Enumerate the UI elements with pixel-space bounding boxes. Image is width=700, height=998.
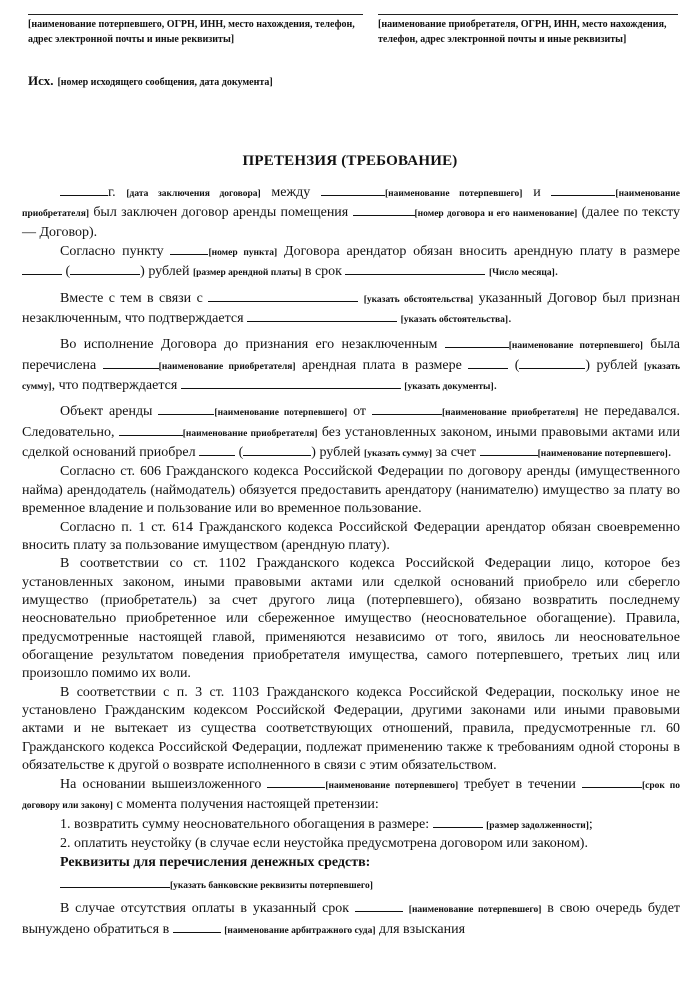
note: [наименование потерпевшего] (508, 341, 643, 352)
paragraph-article-1103: В соответствии с п. 3 ст. 1103 Гражданского кодекса Российской Федерации, поскольку иное не установлено Гражданским кодексом Российской Федерации, другими законами или иными правовыми актами и не вытекает из существа соответствующих отношений, правила, предусмотренные гл. 60 Гражданского кодекса Российской Федерации, подлежат применению также к требованиям одной стороны в обязательстве к другой о возврате исполненного в связи с этим обязательством. (22, 684, 680, 773)
text: . (508, 311, 512, 327)
paragraph-circumstances (22, 289, 680, 330)
note: [наименование приобретателя] (158, 361, 296, 372)
text: . (493, 378, 498, 394)
note: [номер договора и его наименование] (414, 209, 578, 220)
text: не передавался. Следовательно, (22, 404, 681, 440)
demand-item-2: 2. оплатить неустойку (в случае если неустойка предусмотрена договором или законом). (60, 836, 588, 852)
note: [наименование потерпевшего] (325, 781, 459, 792)
note: [размер арендной платы] (192, 268, 302, 279)
header-left-line (28, 14, 363, 15)
outgoing-reference (28, 72, 273, 90)
note: [наименование приобретателя] (441, 408, 579, 419)
note: [наименование приобретателя] (22, 189, 680, 220)
note: [указать документы] (404, 382, 494, 393)
note: [указать сумму] (22, 361, 681, 393)
note: [наименование потерпевшего] (214, 408, 348, 419)
blank (208, 289, 358, 302)
text: На основании вышеизложенного (60, 777, 262, 793)
text: Во исполнение Договора до признания его незаключенным (60, 337, 438, 353)
blank (468, 356, 508, 369)
text: ( (238, 445, 244, 461)
blank (247, 309, 397, 322)
text: от (353, 404, 367, 420)
paragraph-article-606: Согласно ст. 606 Гражданского кодекса Российской Федерации по договору аренды (имущественного найма) арендодатель (наймодатель) обязуется предоставить арендатору (нанимателю) имущество за плату во временное владение и пользование или во временное пользование. (22, 464, 680, 517)
text: , что подтверждается (51, 378, 178, 394)
text: был заключен договор аренды помещения (93, 205, 349, 221)
blank (480, 443, 538, 456)
blank (445, 335, 509, 348)
note: [указать банковские реквизиты потерпевшего] (170, 881, 373, 892)
paragraph-object (22, 402, 680, 463)
text: 1. возвратить сумму неосновательного обогащения в размере: (60, 817, 430, 832)
blank (60, 875, 170, 888)
blank (181, 376, 401, 389)
note: [наименование потерпевшего] (408, 905, 542, 916)
note: [указать обстоятельства] (363, 294, 474, 305)
text: арендная плата в размере (302, 357, 462, 373)
text: ( (65, 264, 71, 280)
paragraph-article-614: Согласно п. 1 ст. 614 Гражданского кодекса Российской Федерации арендатор обязан своевременно вносить плату за пользование имуществом (арендную плату). (22, 519, 680, 553)
text: требует в течении (464, 777, 576, 793)
paragraph-article-1102: В соответствии со ст. 1102 Гражданского кодекса Российской Федерации лицо, которое без установленных законом, иными правовыми актами или сделкой оснований приобрело или сберегло имущество (приобретатель) за счет другого лица (потерпевшего), обязано возвратить последнему неосновательно приобретенное или сбереженное имущество (неосновательное обогащение). Правила, предусмотренные настоящей главой, применяются независимо от того, явилось ли неосновательное обогащение результатом поведения приобретателя имущества, самого потерпевшего, третьих лиц или произошло помимо их воли. (22, 556, 680, 682)
note: [размер задолженности] (486, 821, 589, 831)
text: ) рублей (311, 445, 361, 461)
text: г. (108, 185, 116, 200)
paragraph-demand (22, 775, 680, 815)
blank (519, 356, 585, 369)
demand-item-1 (22, 815, 680, 835)
text: указанный Договор был признан незаключенным, что подтверждается (22, 290, 681, 327)
blank (321, 183, 385, 196)
text: с момента получения настоящей претензии: (116, 796, 379, 812)
blank (345, 262, 485, 275)
blank (243, 443, 311, 456)
document-body (22, 183, 680, 940)
note: [наименование арбитражного суда] (224, 925, 376, 936)
blank (170, 242, 208, 255)
text: . (667, 445, 672, 461)
blank (173, 920, 221, 933)
note: [наименование потерпевшего] (537, 449, 668, 460)
blank (103, 356, 159, 369)
header-left-requisites: [наименование потерпевшего, ОГРН, ИНН, место нахождения, телефон, адрес электронной почты и иные реквизиты] (28, 19, 355, 45)
note: [Число месяца] (488, 268, 555, 279)
note: [указать сумму] (364, 449, 432, 460)
text: Согласно пункту (60, 244, 164, 260)
text: Вместе с тем в связи с (60, 290, 203, 306)
text: в срок (304, 264, 342, 280)
requisites-heading: Реквизиты для перечисления денежных средств: (60, 854, 371, 870)
blank (119, 423, 183, 436)
blank (355, 899, 403, 912)
text: (далее по тексту — Договор). (22, 205, 681, 240)
header-right-line (378, 14, 678, 15)
text: . (554, 264, 559, 280)
text: и (533, 185, 541, 200)
blank (372, 402, 442, 415)
text: для взыскания (379, 921, 466, 937)
blank (433, 815, 483, 828)
blank (582, 775, 642, 788)
text: была перечислена (22, 337, 680, 373)
blank-date (60, 183, 108, 196)
document-title: ПРЕТЕНЗИЯ (ТРЕБОВАНИЕ) (242, 153, 458, 169)
blank (22, 262, 62, 275)
blank (158, 402, 214, 415)
text: ) рублей (140, 264, 190, 280)
blank (70, 262, 140, 275)
text: Договора арендатор обязан вносить арендную плату в размере (284, 244, 681, 260)
note: [номер пункта] (208, 248, 278, 259)
outgoing-label: Исх. (28, 73, 54, 88)
blank (551, 183, 615, 196)
text: без установленных законом, иными правовыми актами или сделкой оснований приобрел (22, 424, 681, 461)
text: за счет (435, 445, 477, 461)
blank (353, 203, 415, 216)
header-right-requisites: [наименование приобретателя, ОГРН, ИНН, место нахождения, телефон, адрес электронной почты и иные реквизиты] (378, 19, 667, 45)
blank (267, 775, 325, 788)
paragraph-payment-terms (22, 242, 680, 283)
text: ) рублей (585, 357, 638, 373)
note: [наименование потерпевшего] (384, 189, 523, 199)
text: ( (514, 357, 520, 373)
text: В случае отсутствия оплаты в указанный срок (60, 901, 350, 917)
paragraph-contract (22, 183, 680, 242)
note: [дата заключения договора] (126, 189, 261, 199)
outgoing-note: [номер исходящего сообщения, дата документа] (57, 77, 273, 88)
text: между (271, 185, 311, 200)
text: ; (588, 817, 593, 832)
paragraph-court (22, 899, 680, 940)
note: [наименование приобретателя] (182, 428, 318, 439)
note: [указать обстоятельства] (400, 315, 509, 326)
blank (199, 443, 235, 456)
requisites-line (22, 875, 680, 895)
text: в свою очередь будет вынуждено обратиться в (22, 901, 681, 937)
note: [срок по договору или закону] (22, 781, 680, 811)
text: Объект аренды (60, 404, 153, 420)
paragraph-transfer (22, 335, 680, 396)
